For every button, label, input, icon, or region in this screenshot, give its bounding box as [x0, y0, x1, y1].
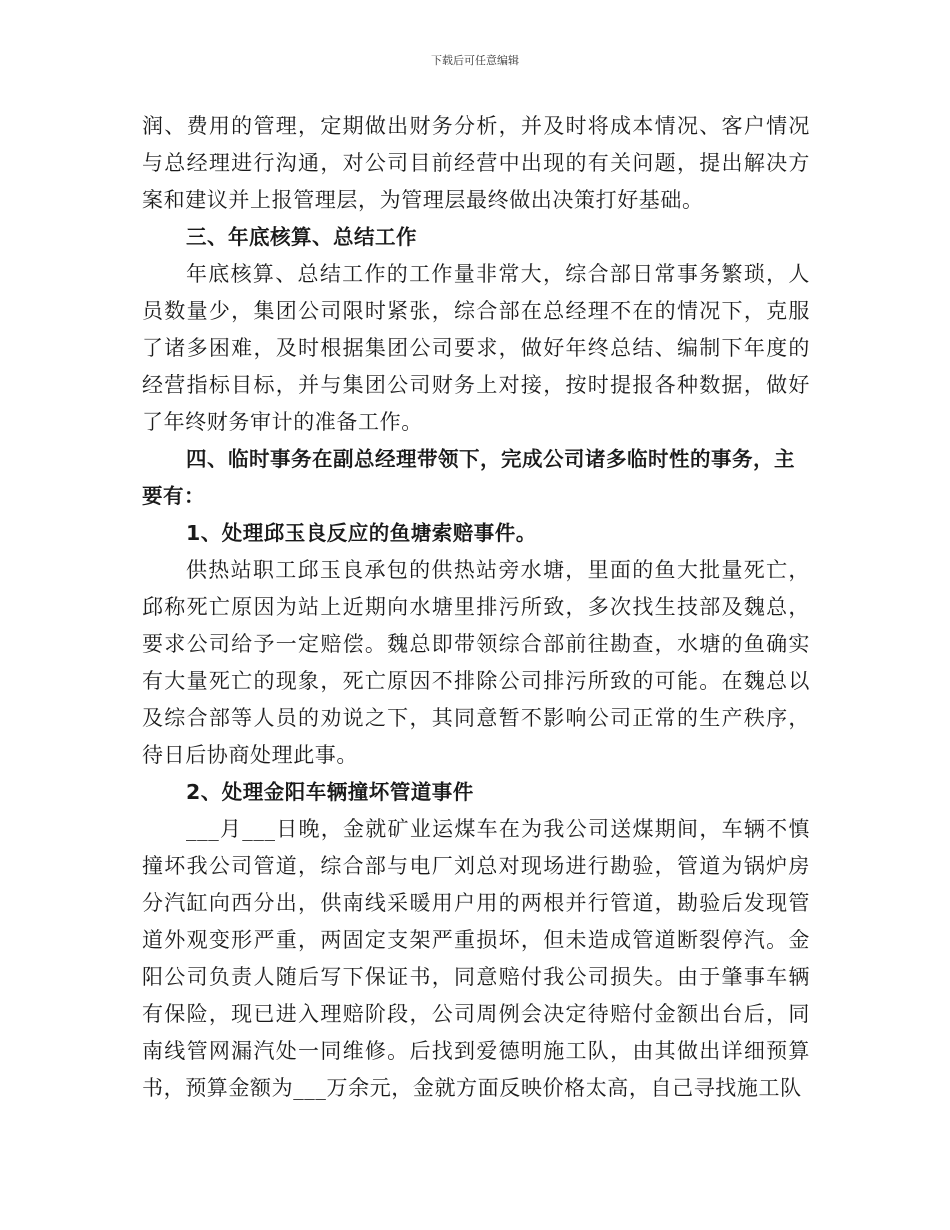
- subheading-1: 1、处理邱玉良反应的鱼塘索赔事件。: [186, 521, 537, 545]
- paragraph-cost-management: 润、费用的管理，定期做出财务分析，并及时将成本情况、客户情况与总经理进行沟通，对公司目前经营中出现的有关问题，提出解决方案和建议并上报管理层，为管理层最终做出决策打好基础。: [142, 114, 810, 212]
- page-header: 下载后可任意编辑: [431, 54, 519, 67]
- section-heading-4: 四、临时事务在副总经理带领下，完成公司诸多临时性的事务，主要有：: [142, 447, 795, 508]
- paragraph-fish-pond: 供热站职工邱玉良承包的供热站旁水塘，里面的鱼大批量死亡，邱称死亡原因为站上近期向水塘里排污所致，多次找生技部及魏总，要求公司给予一定赔偿。魏总即带领综合部前往勘查，水塘的鱼确实有大量死亡的现象，死亡原因不排除公司排污所致的可能。在魏总以及综合部等人员的劝说之下，其同意暂不影响公司正常的生产秩序，待日后协商处理此事。: [142, 558, 810, 767]
- paragraph-year-end: 年底核算、总结工作的工作量非常大，综合部日常事务繁琐，人员数量少，集团公司限时紧张，综合部在总经理不在的情况下，克服了诸多困难，及时根据集团公司要求，做好年终总结、编制下年度的经营指标目标，并与集团公司财务上对接，按时提报各种数据，做好了年终财务审计的准备工作。: [142, 262, 810, 434]
- section-heading-3: 三、年底核算、总结工作: [186, 225, 417, 249]
- subheading-2: 2、处理金阳车辆撞坏管道事件: [186, 780, 474, 804]
- paragraph-pipeline: ___月___日晚，金就矿业运煤车在为我公司送煤期间，车辆不慎撞坏我公司管道，综合部与电厂刘总对现场进行勘验，管道为锅炉房分汽缸向西分出，供南线采暖用户用的两根并行管道，勘验后发现管道外观变形严重，两固定支架严重损坏，但未造成管道断裂停汽。金阳公司负责人随后写下保证书，同意赔付我公司损失。由于肇事车辆有保险，现已进入理赔阶段，公司周例会决定待赔付金额出台后，同南线管网漏汽处一同维修。后找到爱德明施工队，由其做出详细预算书，预算金额为___万余元，金就方面反映价格太高，自己寻找施工队: [142, 817, 810, 1100]
- document-body: [142, 108, 810, 1107]
